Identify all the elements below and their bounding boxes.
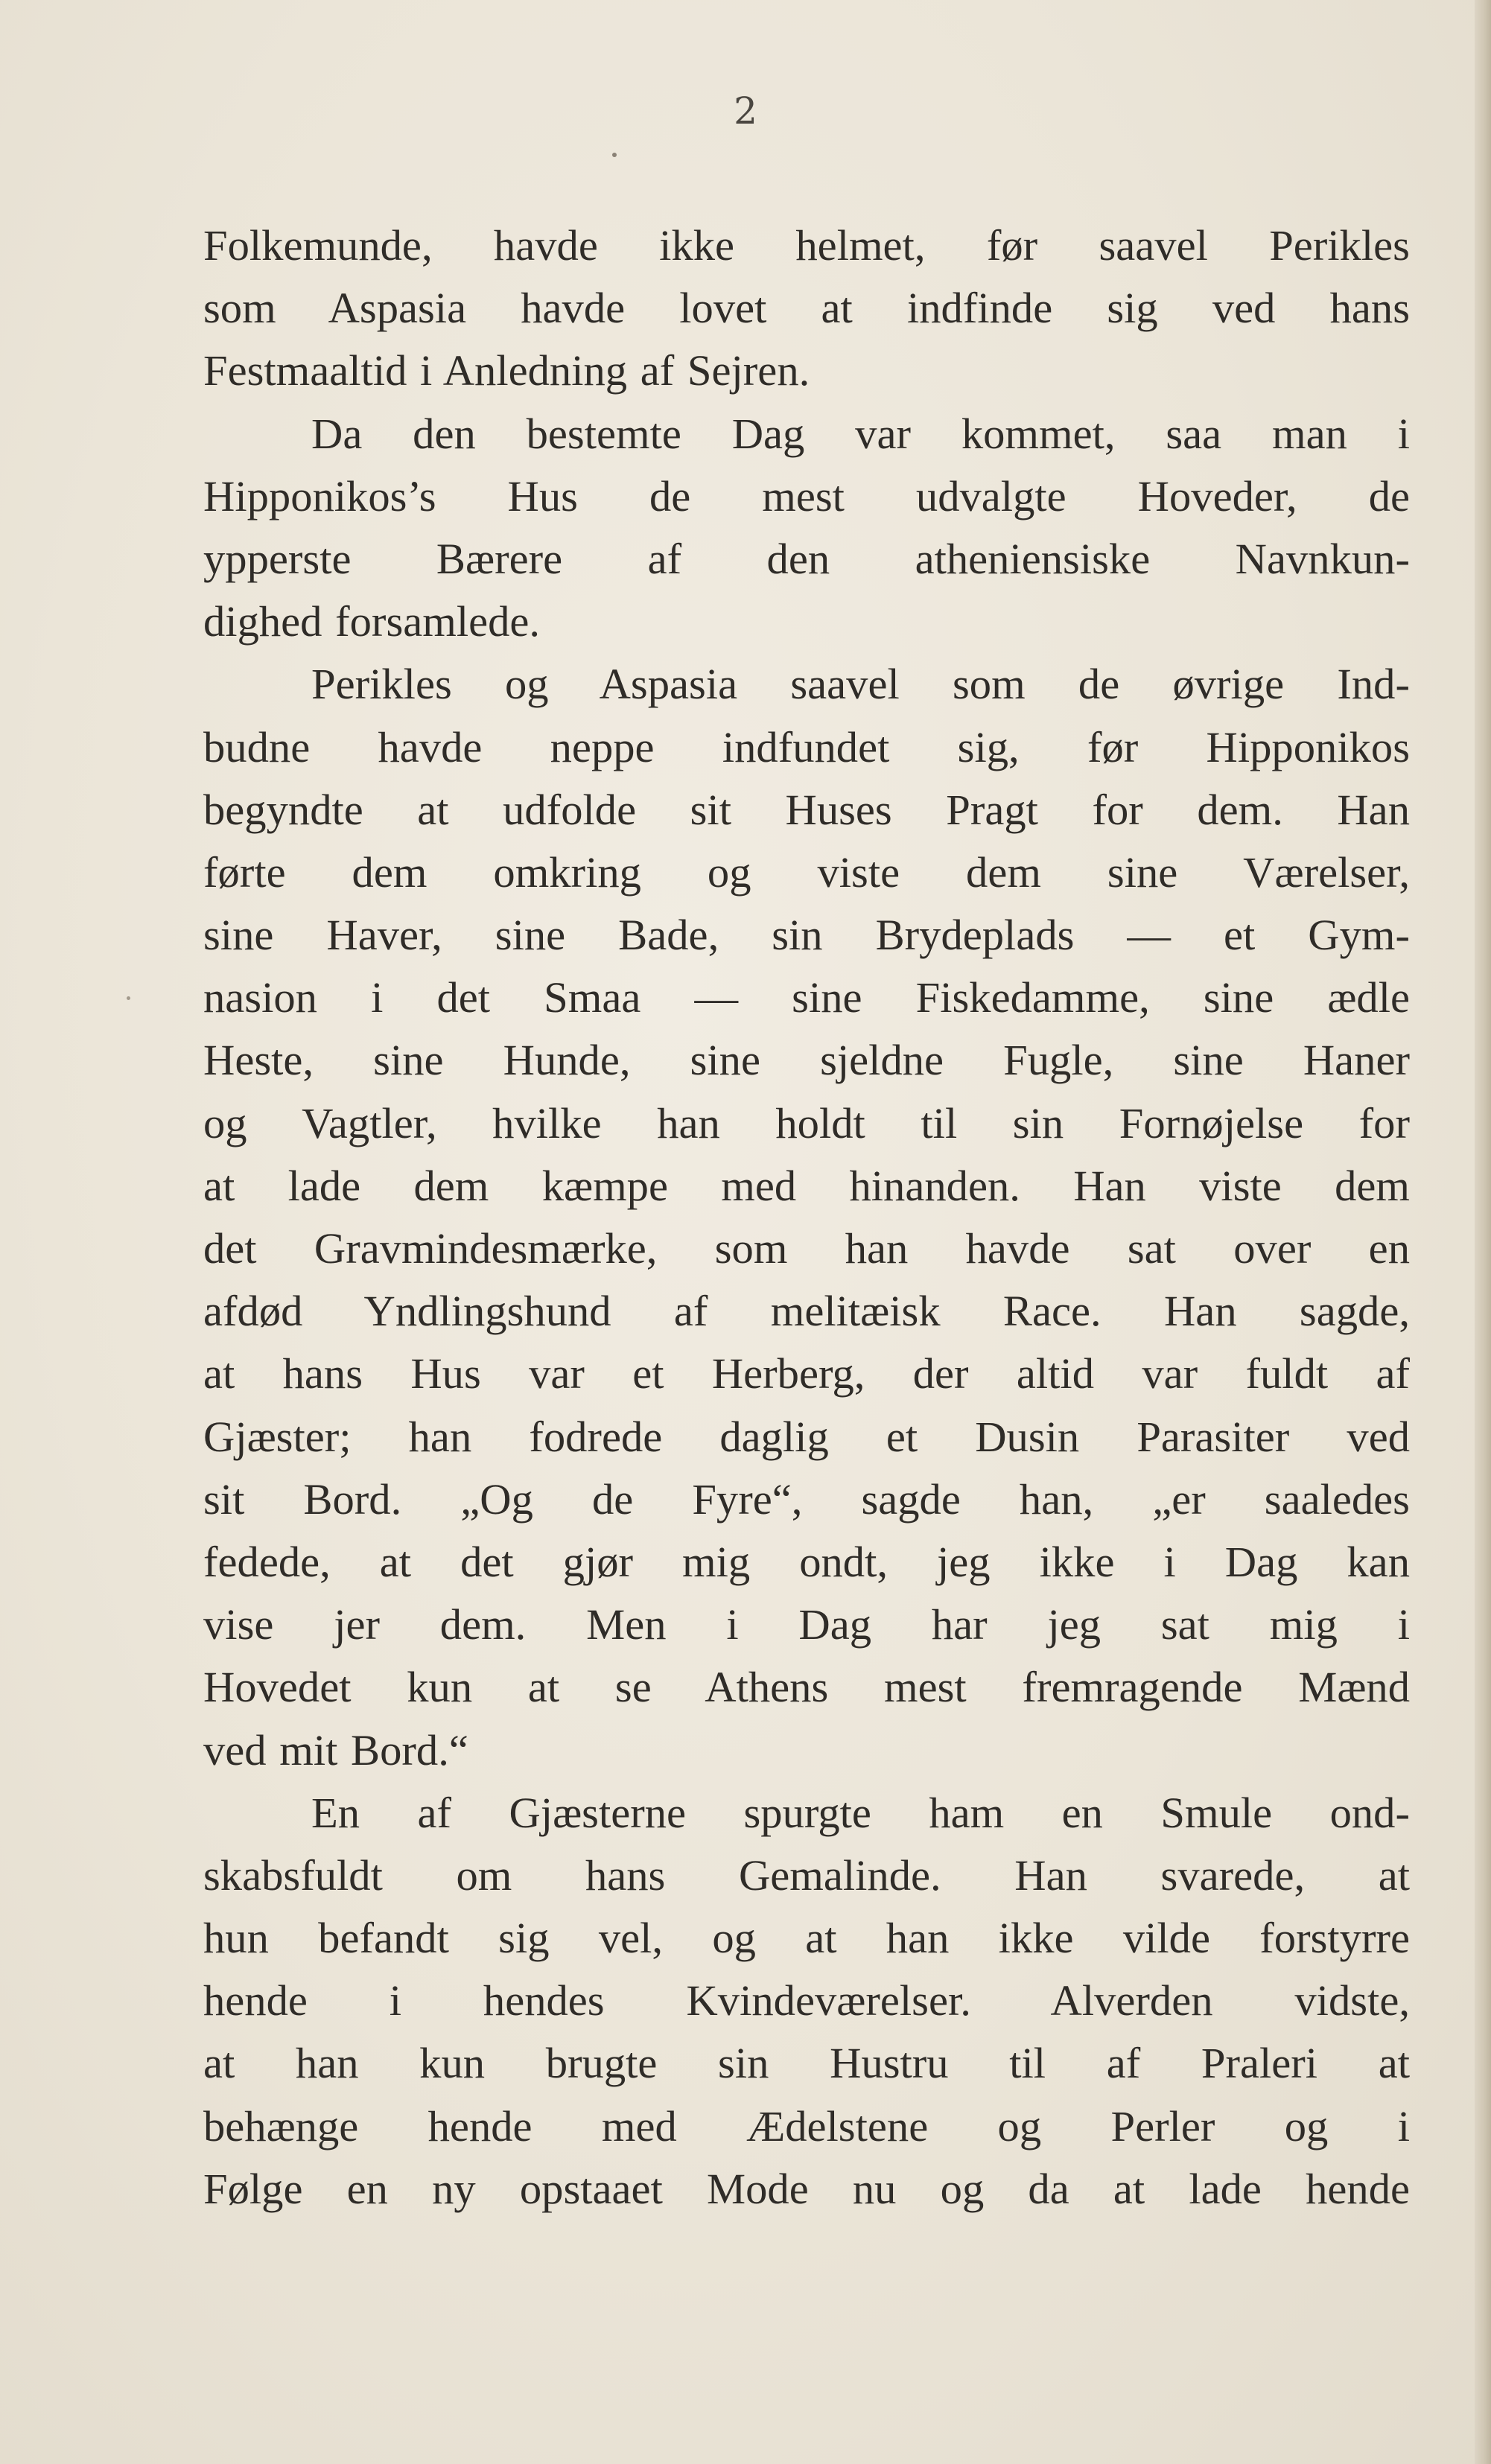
text-line: dighed forsamlede. xyxy=(203,597,541,646)
text-line: vise jer dem. Men i Dag har jeg sat mig i xyxy=(203,1600,1410,1649)
text-line: budne havde neppe indfundet sig, før Hipponikos xyxy=(203,722,1410,771)
text-line: sit Bord. „Og de Fyre“, sagde han, „er saaledes xyxy=(203,1474,1410,1524)
text-line: sine Haver, sine Bade, sin Brydeplads — et Gym- xyxy=(203,911,1410,960)
paragraph xyxy=(203,653,1410,1781)
ink-speck xyxy=(127,996,130,1000)
text-line: En af Gjæsterne spurgte ham en Smule ond- xyxy=(311,1788,1410,1837)
text-line: Følge en ny opstaaet Mode nu og da at lade hende xyxy=(203,2164,1410,2213)
text-line: Hipponikos’s Hus de mest udvalgte Hoveder, de xyxy=(203,471,1410,521)
text-line: Festmaaltid i Anledning af Sejren. xyxy=(203,346,810,395)
text-line: behænge hende med Ædelstene og Perler og i xyxy=(203,2101,1410,2151)
text-line: hun befandt sig vel, og at han ikke vilde forstyrre xyxy=(203,1914,1410,1963)
text-line: at lade dem kæmpe med hinanden. Han viste dem xyxy=(203,1161,1410,1210)
text-line: fedede, at det gjør mig ondt, jeg ikke i Dag kan xyxy=(203,1537,1410,1586)
page-text xyxy=(203,214,1410,2221)
text-line: det Gravmindesmærke, som han havde sat over en xyxy=(203,1224,1410,1273)
text-line: at han kun brugte sin Hustru til af Praleri at xyxy=(203,2039,1410,2088)
paragraph xyxy=(203,214,1410,403)
text-line: afdød Yndlingshund af melitæisk Race. Han sagde, xyxy=(203,1287,1410,1336)
text-line: Folkemunde, havde ikke helmet, før saavel Perikles xyxy=(203,221,1410,270)
text-line: hende i hendes Kvindeværelser. Alverden vidste, xyxy=(203,1976,1410,2025)
text-line: skabsfuldt om hans Gemalinde. Han svarede, at xyxy=(203,1850,1410,1900)
text-line: Gjæster; han fodrede daglig et Dusin Parasiter ved xyxy=(203,1412,1410,1461)
text-line: begyndte at udfolde sit Huses Pragt for dem. Han xyxy=(203,785,1410,834)
text-line: og Vagtler, hvilke han holdt til sin Fornøjelse for xyxy=(203,1098,1410,1147)
text-line: ypperste Bærere af den atheniensiske Navnkun- xyxy=(203,534,1410,583)
ink-speck xyxy=(612,153,617,157)
text-line: førte dem omkring og viste dem sine Værelser, xyxy=(203,847,1410,897)
text-line: Da den bestemte Dag var kommet, saa man i xyxy=(311,409,1410,458)
text-line: Hovedet kun at se Athens mest fremragende Mænd xyxy=(203,1663,1410,1712)
text-line: Perikles og Aspasia saavel som de øvrige Ind- xyxy=(311,660,1410,709)
text-line: som Aspasia havde lovet at indfinde sig ved hans xyxy=(203,284,1410,333)
text-line: nasion i det Smaa — sine Fiskedamme, sine ædle xyxy=(203,973,1410,1022)
page-edge-shadow xyxy=(1475,0,1491,2464)
page-number: 2 xyxy=(734,89,757,133)
text-line: Heste, sine Hunde, sine sjeldne Fugle, sine Haner xyxy=(203,1036,1410,1085)
paragraph xyxy=(203,403,1410,654)
text-line: ved mit Bord.“ xyxy=(203,1725,468,1774)
text-line: at hans Hus var et Herberg, der altid var fuldt af xyxy=(203,1349,1410,1398)
paragraph xyxy=(203,1782,1410,2221)
